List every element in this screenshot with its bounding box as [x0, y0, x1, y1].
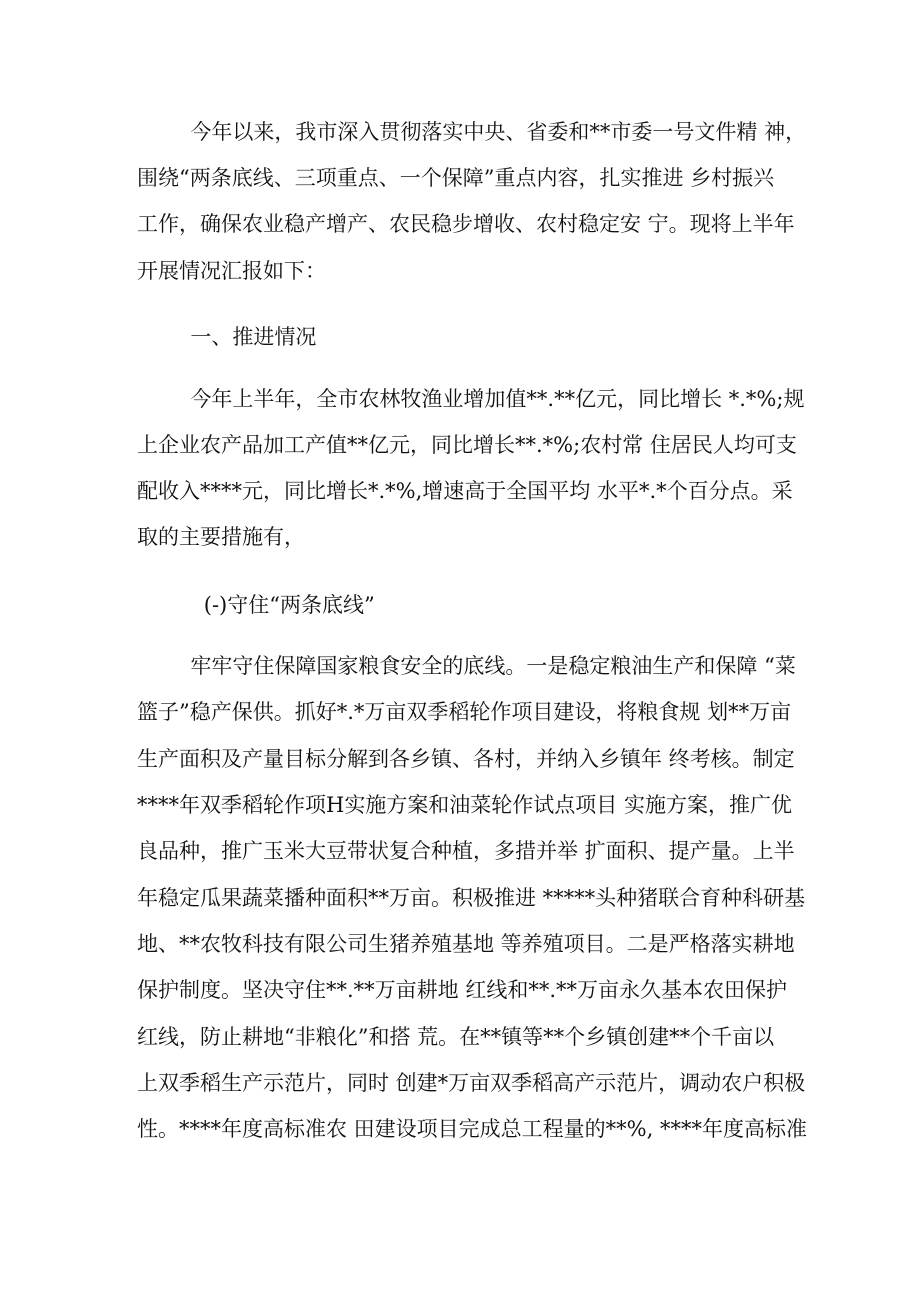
paragraph-line-body-3: 生产面积及产量目标分解到各乡镇、各村，并纳入乡镇年 终考核。制定 [137, 747, 795, 771]
paragraph-line-summary-1: 今年上半年，全市农林牧渔业增加值**.**亿元，同比增长 *.*%;规 [137, 387, 805, 411]
paragraph-line-body-11: 性。****年度高标准农 田建设项目完成总工程量的**%, ****年度高标准 [137, 1117, 807, 1141]
paragraph-line-intro-3: 工作，确保农业稳产增产、农民稳步增收、农村稳定安 宁。现将上半年 [137, 212, 795, 236]
paragraph-line-summary-4: 取的主要措施有， [137, 525, 305, 549]
paragraph-line-body-5: 良品种，推广玉米大豆带状复合种植，多措并举 扩面积、提产量。上半 [137, 839, 795, 863]
paragraph-line-summary-3: 配收入****元，同比增长*.*%,增速高于全国平均 水平*.*个百分点。采 [137, 479, 793, 503]
paragraph-line-body-8: 保护制度。坚决守住**.**万亩耕地 红线和**.**万亩永久基本农田保护 [137, 978, 788, 1002]
paragraph-line-body-2: 篮子”稳产保供。抓好*.*万亩双季稻轮作项目建设，将粮食规 划**万亩 [137, 700, 792, 724]
paragraph-line-summary-2: 上企业农产品加工产值**亿元，同比增长**.*%;农村常 住居民人均可支 [137, 433, 797, 457]
paragraph-line-intro-4: 开展情况汇报如下： [137, 259, 326, 283]
subsection-heading: (-)守住“两条底线” [137, 593, 375, 617]
paragraph-line-intro-2: 围绕“两条底线、三项重点、一个保障”重点内容，扎实推进 乡村振兴 [137, 166, 775, 190]
paragraph-line-body-4: ****年双季稻轮作项H实施方案和油菜轮作试点项目 实施方案，推广优 [137, 793, 792, 817]
paragraph-line-body-6: 年稳定瓜果蔬菜播种面积**万亩。积极推进 *****头种猪联合育种科研基 [137, 886, 806, 910]
paragraph-line-body-9: 红线，防止耕地“非粮化”和搭 荒。在**镇等**个乡镇创建**个千亩以 [137, 1025, 775, 1049]
paragraph-line-body-10: 上双季稻生产示范片，同时 创建*万亩双季稻高产示范片，调动农户积极 [137, 1071, 806, 1095]
paragraph-line-body-1: 牢牢守住保障国家粮食安全的底线。一是稳定粮油生产和保障 “菜 [137, 654, 796, 678]
paragraph-line-body-7: 地、**农牧科技有限公司生猪养殖基地 等养殖项目。二是严格落实耕地 [137, 932, 795, 956]
section-heading: 一、推进情况 [137, 325, 317, 349]
paragraph-line-intro-1: 今年以来，我市深入贯彻落实中央、省委和**市委一号文件精 神， [137, 120, 807, 144]
